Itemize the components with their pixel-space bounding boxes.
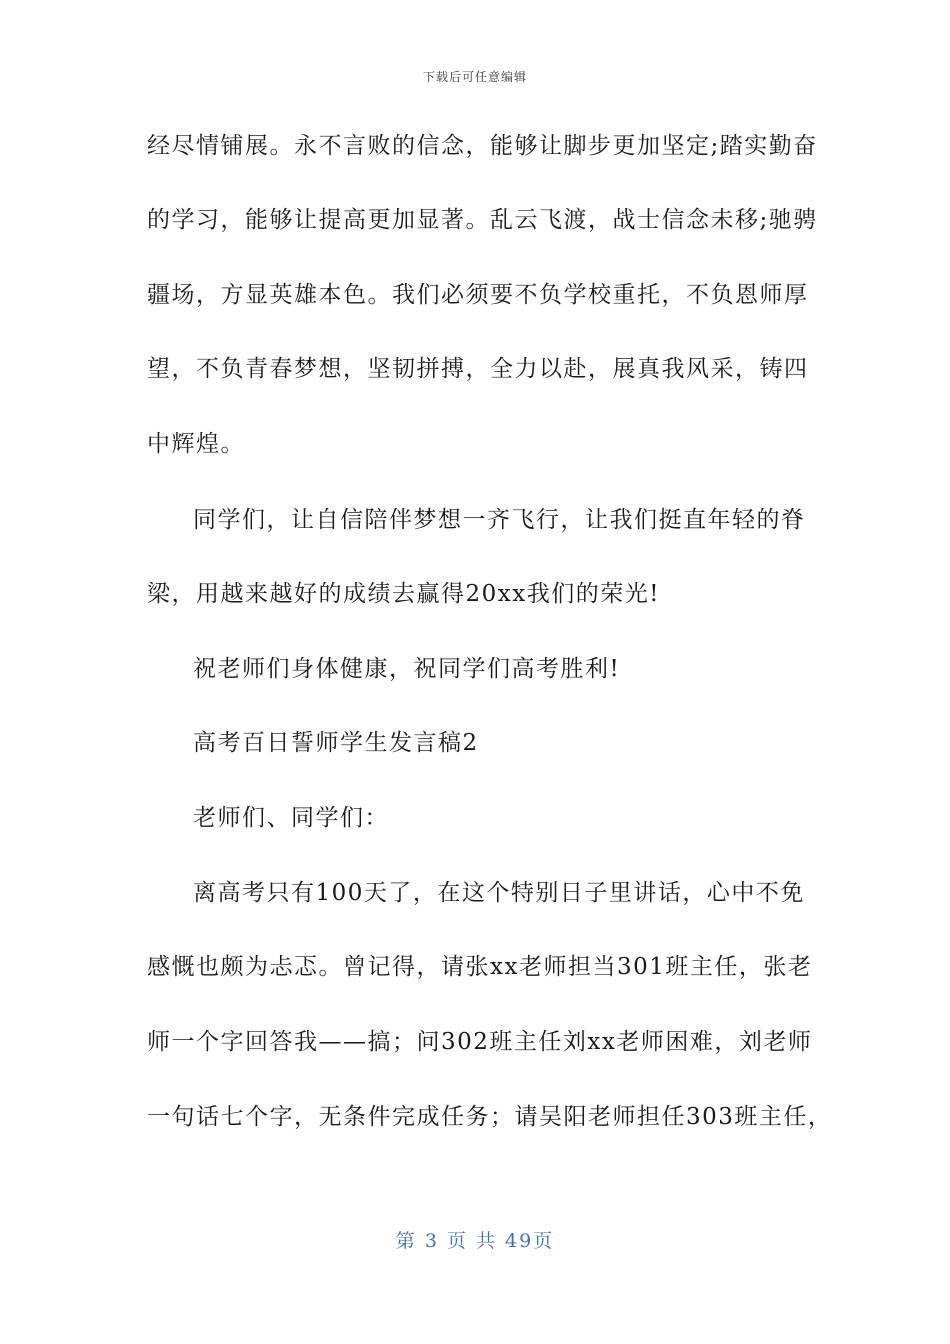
body-line: 经尽情铺展。永不言败的信念，能够让脚步更加坚定;踏实勤奋 [147,133,818,159]
body-line: 中辉煌。 [147,431,245,457]
body-line: 望，不负青春梦想，坚韧拼搏，全力以赴，展真我风采，铸四 [147,356,809,382]
body-line: 梁，用越来越好的成绩去赢得20xx我们的荣光! [147,581,660,607]
body-line: 的学习，能够让提高更加显著。乱云飞渡，战士信念未移;驰骋 [147,207,818,233]
header-note: 下载后可任意编辑 [422,70,527,84]
section-title: 高考百日誓师学生发言稿2 [193,730,479,756]
body-line: 疆场，方显英雄本色。我们必须要不负学校重托，不负恩师厚 [147,282,809,308]
page-number: 第 3 页 共 49页 [395,1230,555,1252]
body-line: 离高考只有100天了，在这个特别日子里讲话，心中不免 [193,880,805,906]
body-line: 祝老师们身体健康，祝同学们高考胜利! [193,656,621,682]
body-line: 感慨也颇为忐忑。曾记得，请张xx老师担当301班主任，张老 [147,954,813,980]
body-line: 师一个字回答我——搞；问302班主任刘xx老师困难，刘老师 [147,1029,813,1055]
body-line: 一句话七个字，无条件完成任务；请吴阳老师担任303班主任， [147,1104,833,1130]
salutation: 老师们、同学们： [193,805,389,831]
body-line: 同学们，让自信陪伴梦想一齐飞行，让我们挺直年轻的脊 [193,507,806,533]
